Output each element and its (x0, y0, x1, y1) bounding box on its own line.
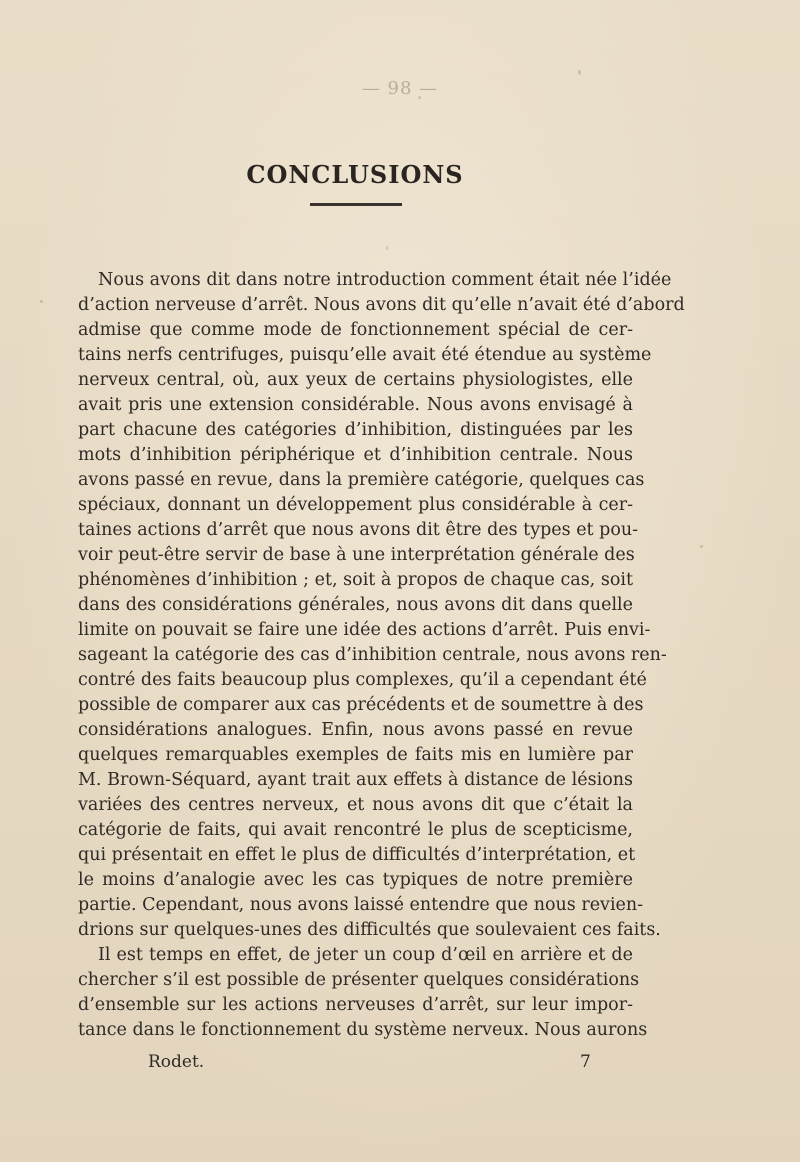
text-line: drions sur quelques-unes des difficultés que soulevaient ces faits. (78, 920, 661, 940)
text-line: avait pris une extension considérable. Nous avons envisagé à (78, 395, 633, 415)
paragraph-2 (78, 943, 648, 1043)
text-line: chercher s’il est possible de présenter quelques considérations (78, 970, 640, 990)
text-line: admise que comme mode de fonctionnement spécial de cer- (78, 320, 633, 340)
title-rule (310, 203, 402, 206)
paper-spot (578, 70, 581, 75)
text-line: contré des faits beaucoup plus complexes, qu’il a cependant été (78, 670, 647, 690)
text-line: voir peut-être servir de base à une interprétation générale des (78, 545, 635, 565)
text-line: possible de comparer aux cas précédents et de soumettre à des (78, 695, 644, 715)
text-line: part chacune des catégories d’inhibition, distinguées par les (78, 420, 633, 440)
text-line: M. Brown-Séquard, ayant trait aux effets à distance de lésions (78, 770, 633, 790)
body-text (78, 268, 685, 1043)
text-line: dans des considérations générales, nous avons dit dans quelle (78, 595, 633, 615)
paragraph-1 (78, 268, 685, 943)
page-title: CONCLUSIONS (246, 160, 464, 189)
text-line: le moins d’analogie avec les cas typiques de notre première (78, 870, 633, 890)
footer-author: Rodet. (148, 1052, 205, 1072)
text-line: d’ensemble sur les actions nerveuses d’arrêt, sur leur impor- (78, 995, 633, 1015)
paper-spot (40, 300, 43, 303)
page-footer (0, 1052, 800, 1076)
text-line: sageant la catégorie des cas d’inhibition centrale, nous avons ren- (78, 645, 667, 665)
text-line: tains nerfs centrifuges, puisqu’elle avait été étendue au système (78, 345, 652, 365)
page-number: — 98 — (361, 78, 439, 99)
text-line: spéciaux, donnant un développement plus considérable à cer- (78, 495, 633, 515)
text-line: limite on pouvait se faire une idée des actions d’arrêt. Puis envi- (78, 620, 651, 640)
text-line: phénomènes d’inhibition ; et, soit à propos de chaque cas, soit (78, 570, 633, 590)
text-line: tance dans le fonctionnement du système nerveux. Nous aurons (78, 1020, 648, 1040)
text-line: mots d’inhibition périphérique et d’inhibition centrale. Nous (78, 445, 633, 465)
paper-spot (700, 545, 703, 548)
footer-signature-mark: 7 (580, 1052, 591, 1072)
text-line: nerveux central, où, aux yeux de certains physiologistes, elle (78, 370, 633, 390)
text-line: variées des centres nerveux, et nous avons dit que c’était la (78, 795, 633, 815)
text-line: avons passé en revue, dans la première catégorie, quelques cas (78, 470, 645, 490)
text-line: Nous avons dit dans notre introduction comment était née l’idée (98, 270, 672, 290)
text-line: quelques remarquables exemples de faits mis en lumière par (78, 745, 633, 765)
paper-spot (386, 246, 388, 250)
text-line: Il est temps en effet, de jeter un coup d’œil en arrière et de (98, 945, 633, 965)
text-line: partie. Cependant, nous avons laissé entendre que nous revien- (78, 895, 644, 915)
text-line: qui présentait en effet le plus de difficultés d’interprétation, et (78, 845, 636, 865)
text-line: catégorie de faits, qui avait rencontré le plus de scepticisme, (78, 820, 633, 840)
text-line: considérations analogues. Enfin, nous avons passé en revue (78, 720, 633, 740)
text-line: taines actions d’arrêt que nous avons dit être des types et pou- (78, 520, 639, 540)
text-line: d’action nerveuse d’arrêt. Nous avons dit qu’elle n’avait été d’abord (78, 295, 685, 315)
paper-spot (418, 96, 421, 99)
